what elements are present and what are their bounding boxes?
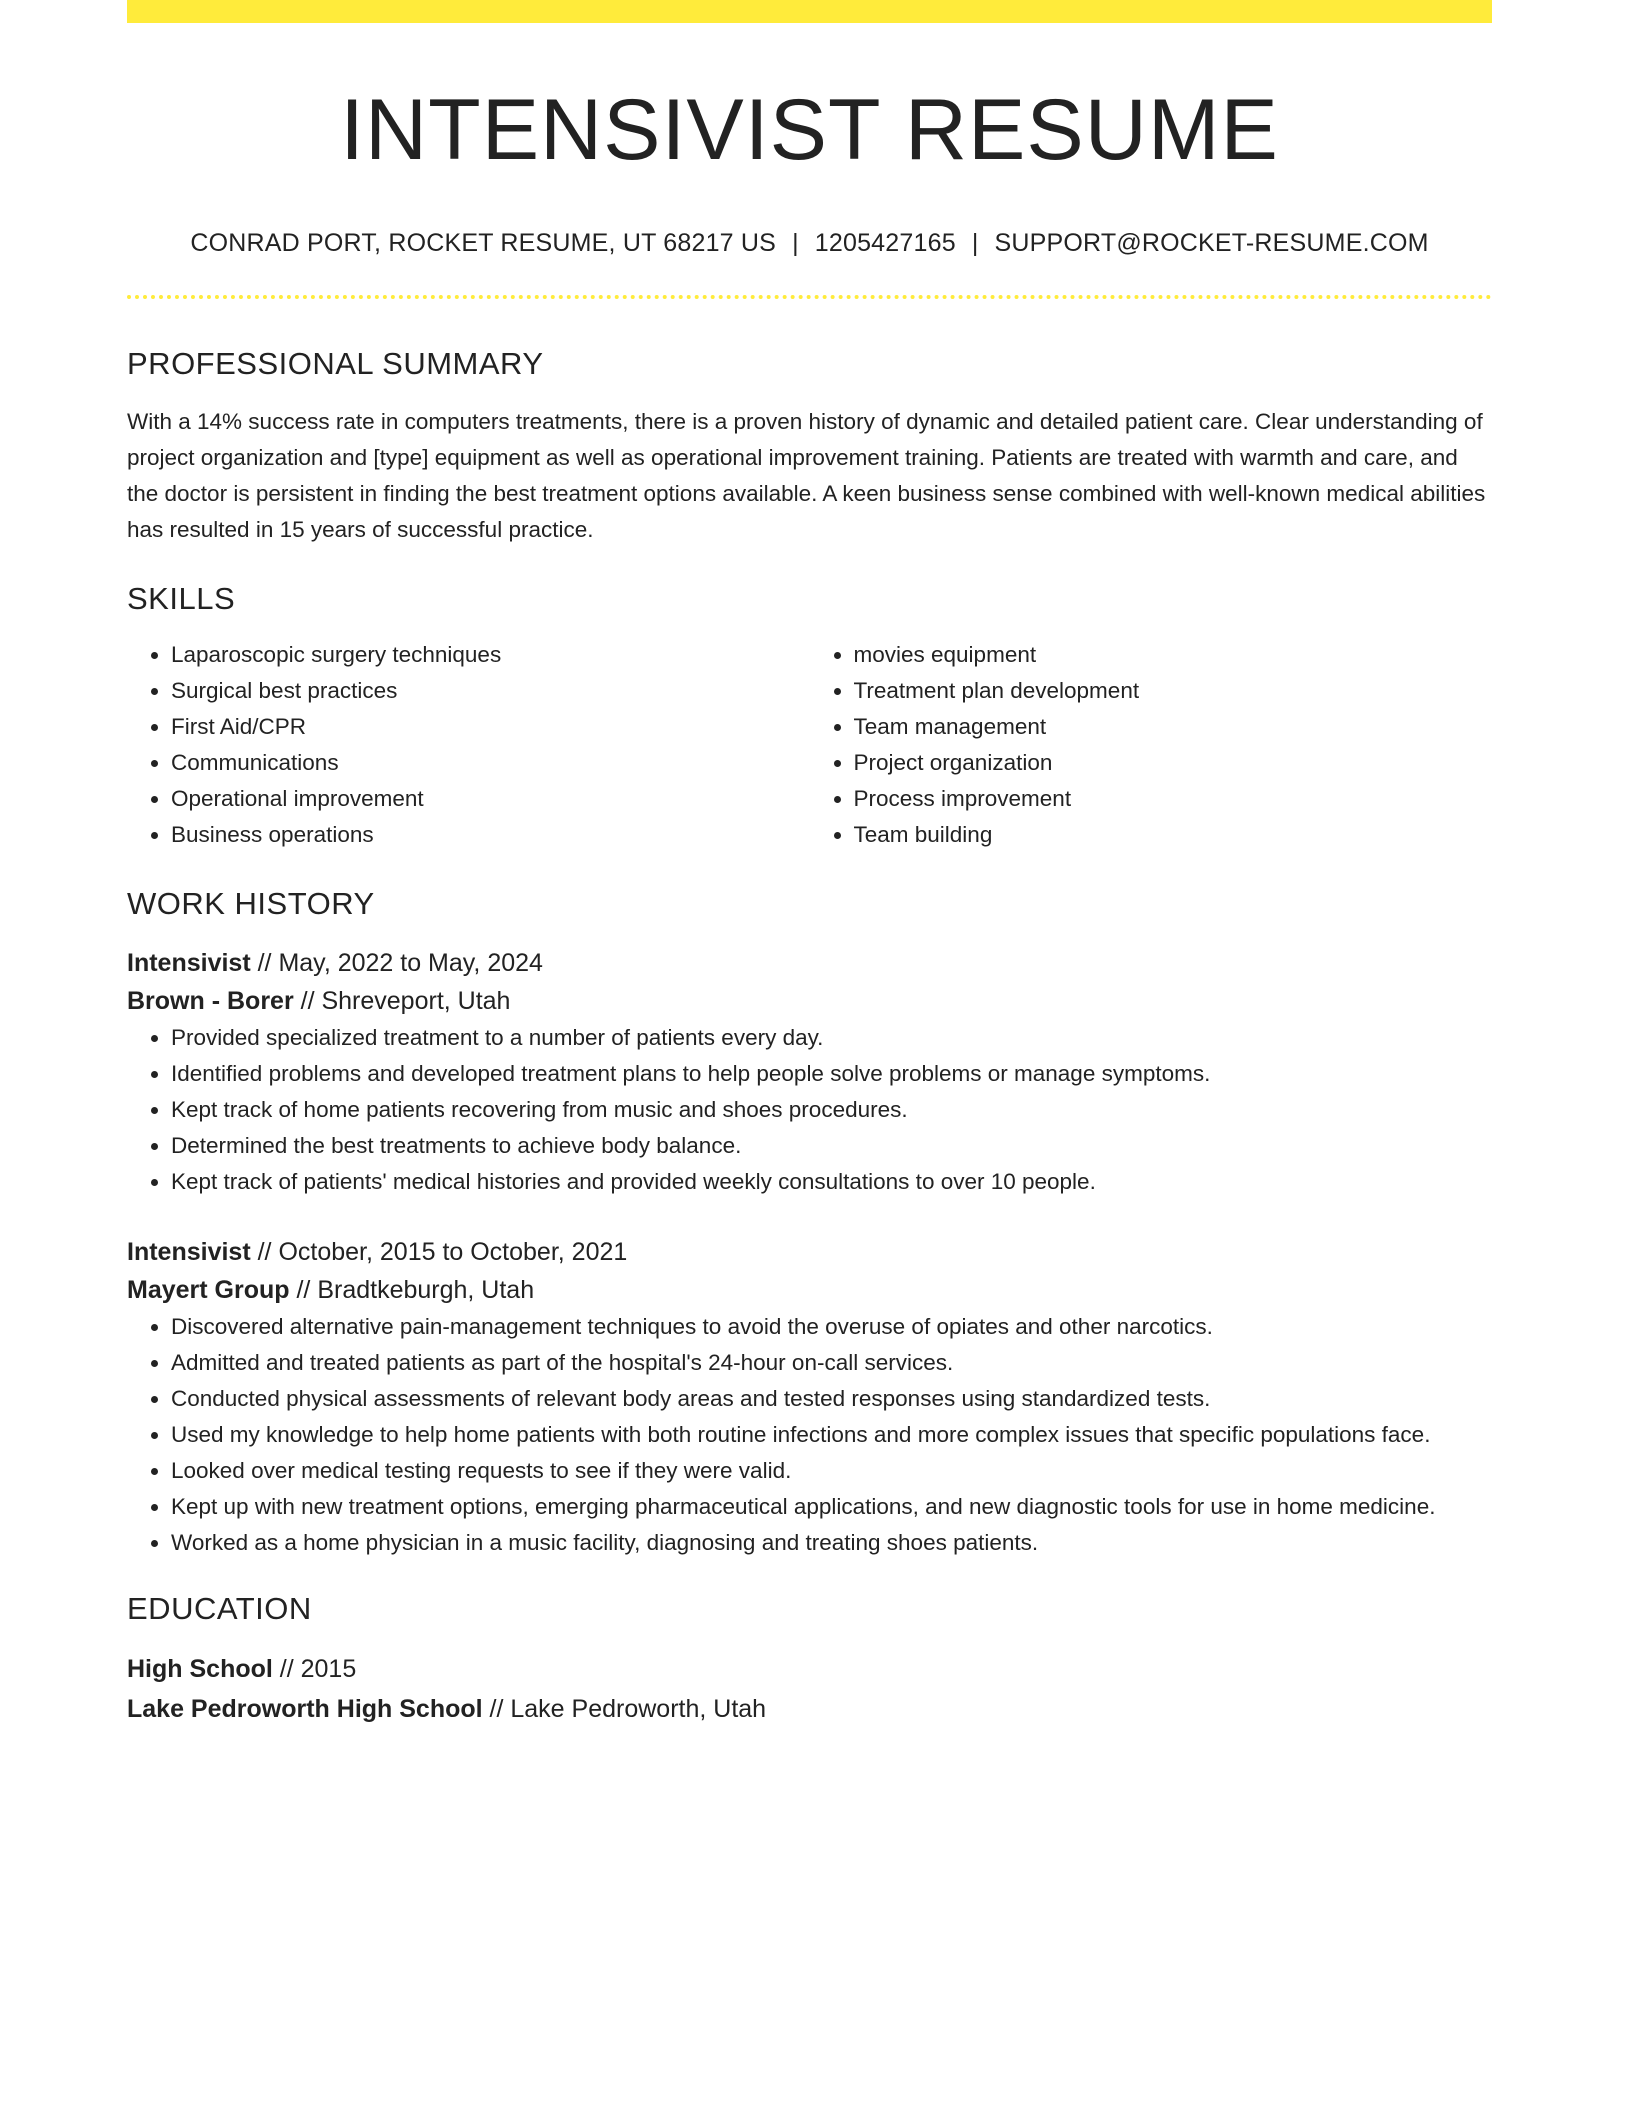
top-accent-bar	[127, 0, 1492, 23]
contact-separator: |	[792, 228, 799, 257]
skill-item: • Team building	[854, 817, 1493, 853]
skill-item: • Project organization	[854, 745, 1493, 781]
contact-address: CONRAD PORT, ROCKET RESUME, UT 68217 US	[190, 228, 777, 257]
skill-item: • Communications	[171, 745, 810, 781]
education-section	[127, 1591, 1492, 1729]
education-school: Lake Pedroworth High School	[127, 1694, 483, 1723]
skill-item: • movies equipment	[854, 637, 1493, 673]
job-location: // Bradtkeburgh, Utah	[289, 1275, 535, 1304]
education-year: // 2015	[272, 1654, 357, 1683]
education-entry	[127, 1649, 1492, 1729]
contact-separator: |	[971, 228, 979, 257]
job-title: Intensivist	[127, 948, 251, 977]
job-company-line	[127, 982, 1492, 1020]
header-divider	[127, 295, 1492, 299]
job-title: Intensivist	[127, 1237, 251, 1266]
education-school-line	[127, 1689, 1492, 1729]
job-duty-item: • Conducted physical assessments of relevant body areas and tested responses using standardized tests.	[171, 1381, 1492, 1417]
job-duty-item: • Looked over medical testing requests to see if they were valid.	[171, 1453, 1492, 1489]
contact-email: SUPPORT@ROCKET-RESUME.COM	[994, 228, 1429, 257]
job-location: // Shreveport, Utah	[293, 986, 511, 1015]
education-location: // Lake Pedroworth, Utah	[482, 1694, 767, 1723]
job-entry	[127, 1233, 1492, 1561]
skill-item: • First Aid/CPR	[171, 709, 810, 745]
job-duty-item: • Admitted and treated patients as part of the hospital's 24-hour on-call services.	[171, 1345, 1492, 1381]
education-degree: High School	[127, 1654, 273, 1683]
summary-heading: PROFESSIONAL SUMMARY	[127, 345, 544, 381]
skills-heading: SKILLS	[127, 580, 236, 616]
skill-item: • Process improvement	[854, 781, 1493, 817]
job-duty-item: • Kept track of home patients recovering from music and shoes procedures.	[171, 1092, 1492, 1128]
summary-section	[127, 346, 1492, 548]
skill-item: • Treatment plan development	[854, 673, 1493, 709]
work-history-heading: WORK HISTORY	[127, 885, 375, 921]
job-company: Mayert Group	[127, 1275, 290, 1304]
job-duty-item: • Worked as a home physician in a music facility, diagnosing and treating shoes patients.	[171, 1525, 1492, 1561]
skills-grid	[127, 637, 1492, 853]
job-duties	[127, 1020, 1492, 1200]
skill-item: • Business operations	[171, 817, 810, 853]
job-company-line	[127, 1271, 1492, 1309]
skill-item: • Surgical best practices	[171, 673, 810, 709]
job-title-line	[127, 1233, 1492, 1271]
job-title-line	[127, 944, 1492, 982]
job-duty-item: • Kept up with new treatment options, emerging pharmaceutical applications, and new diagnostic tools for use in home medicine.	[171, 1489, 1492, 1525]
job-duty-item: • Discovered alternative pain-management techniques to avoid the overuse of opiates and other narcotics.	[171, 1309, 1492, 1345]
contact-phone: 1205427165	[814, 228, 956, 257]
skill-item: • Laparoscopic surgery techniques	[171, 637, 810, 673]
resume-page	[127, 0, 1492, 1729]
work-history-section	[127, 886, 1492, 1561]
job-company: Brown - Borer	[127, 986, 294, 1015]
skills-column-left	[127, 637, 810, 853]
job-duty-item: • Used my knowledge to help home patients with both routine infections and more complex issues that specific populations face.	[171, 1417, 1492, 1453]
resume-title: INTENSIVIST RESUME	[340, 82, 1279, 178]
job-duties	[127, 1309, 1492, 1561]
job-entry	[127, 944, 1492, 1200]
job-dates: // October, 2015 to October, 2021	[250, 1237, 628, 1266]
education-heading: EDUCATION	[127, 1590, 312, 1626]
job-duty-item: • Determined the best treatments to achieve body balance.	[171, 1128, 1492, 1164]
job-duty-item: • Identified problems and developed treatment plans to help people solve problems or manage symptoms.	[171, 1056, 1492, 1092]
summary-text: With a 14% success rate in computers treatments, there is a proven history of dynamic and detailed patient care. Clear understanding of project organization and [type] equipment as well as operational improvement training. Patients are treated with warmth and care, and the doctor is persistent in finding the best treatment options available. A keen business sense combined with well-known medical abilities has resulted in 15 years of successful practice.	[127, 408, 1486, 542]
education-degree-line	[127, 1649, 1492, 1689]
job-duty-item: • Provided specialized treatment to a number of patients every day.	[171, 1020, 1492, 1056]
contact-line	[127, 229, 1492, 258]
skills-column-right	[810, 637, 1493, 853]
skill-item: • Operational improvement	[171, 781, 810, 817]
skills-section	[127, 581, 1492, 853]
skill-item: • Team management	[854, 709, 1493, 745]
job-duty-item: • Kept track of patients' medical histories and provided weekly consultations to over 10 people.	[171, 1164, 1492, 1200]
job-dates: // May, 2022 to May, 2024	[250, 948, 543, 977]
